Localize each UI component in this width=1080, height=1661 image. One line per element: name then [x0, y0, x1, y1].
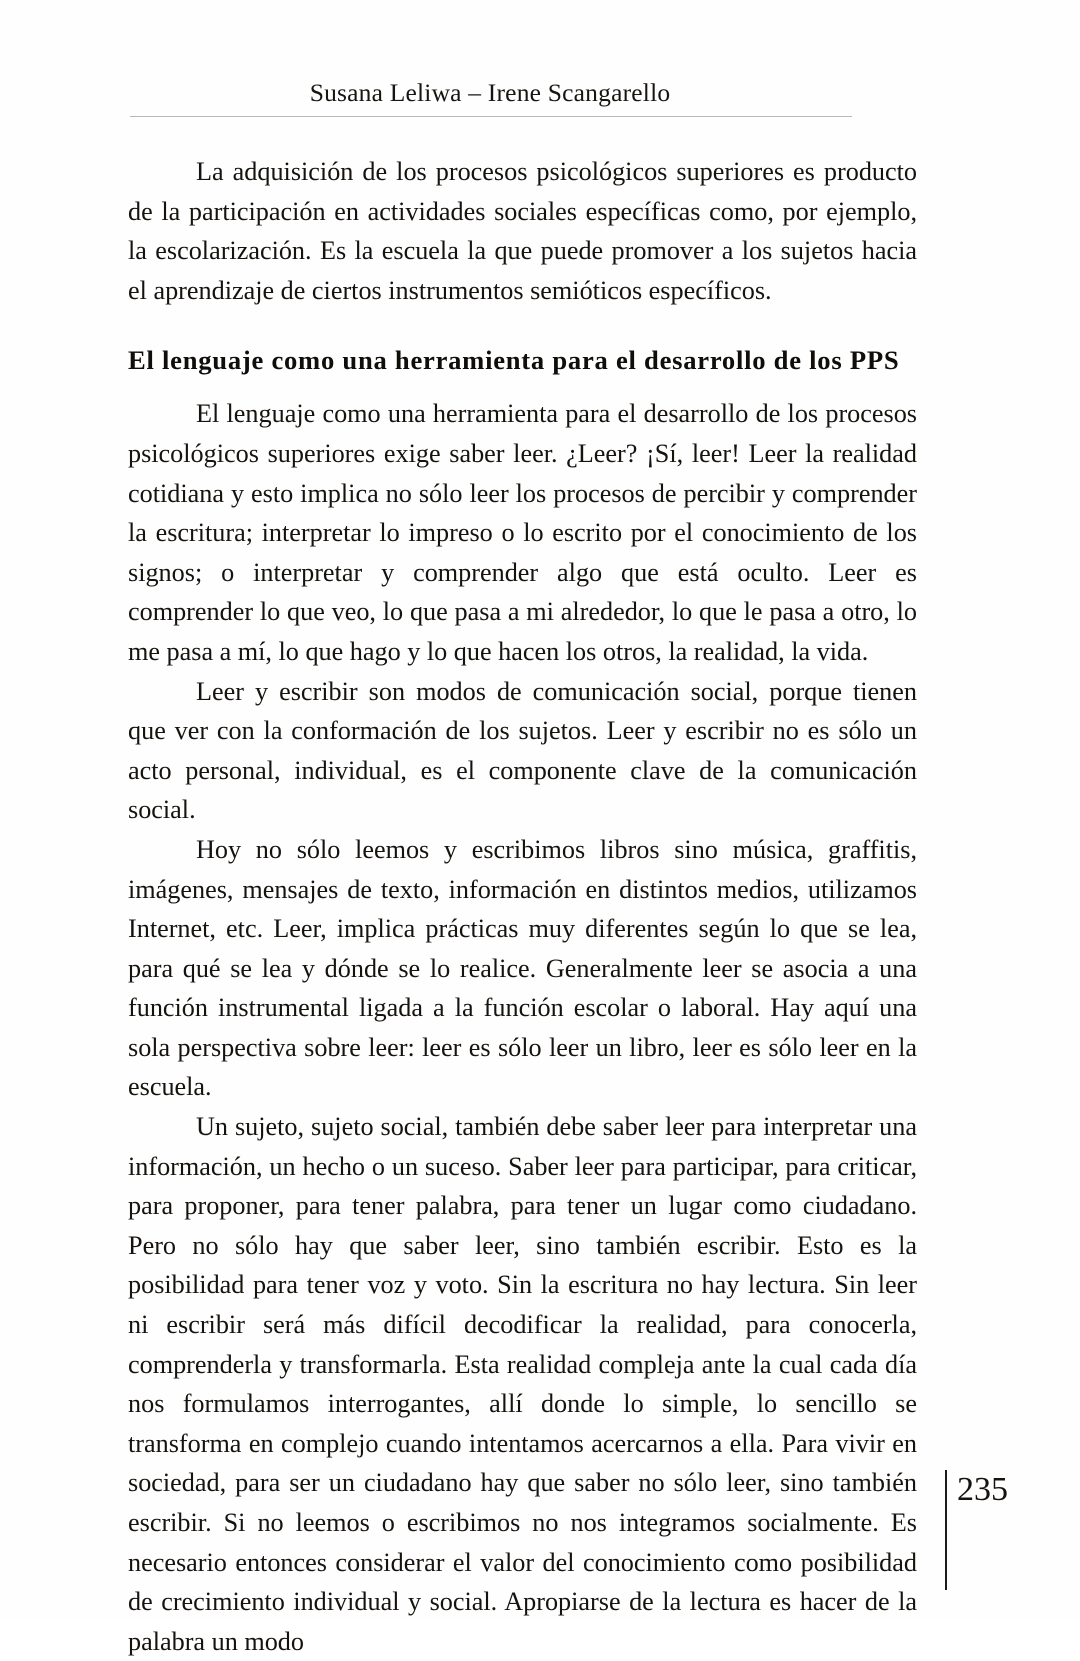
running-header — [130, 78, 850, 108]
paragraph-leer-escribir: Leer y escribir son modos de comunicación social, porque tienen que ver con la conformación de los sujetos. Leer y escribir no es sólo un acto personal, individual, es el componente clave de la comunicación social. — [128, 676, 917, 825]
heading-spacer — [128, 310, 917, 324]
header-divider-rule — [130, 116, 852, 117]
text-column — [128, 152, 917, 1661]
page-number: 235 — [957, 1471, 1008, 1508]
paragraph-lenguaje: El lenguaje como una herramienta para el desarrollo de los procesos psicológicos superiores exige saber leer. ¿Leer? ¡Sí, leer! Leer la realidad cotidiana y esto implica no sólo leer los procesos de percibir y comprender la escritura; interpretar lo impreso o lo escrito por el conocimiento de los signos; o interpretar y comprender algo que está oculto. Leer es comprender lo que veo, lo que pasa a mi alrededor, lo que le pasa a otro, lo me pasa a mí, lo que hago y lo que hacen los otros, la realidad, la vida. — [128, 399, 917, 666]
paragraph-sujeto: Un sujeto, sujeto social, también debe saber leer para interpretar una información, un hecho o un suceso. Saber leer para participar, para criticar, para proponer, para tener palabra, para tener un lugar como ciudadano. Pero no sólo hay que saber leer, sino también escribir. Esto es la posibilidad para tener voz y voto. Sin la escritura no hay lectura. Sin leer ni escribir será más difícil decodificar la realidad, para conocerla, comprenderla y transformarla. Esta realidad compleja ante la cual cada día nos formulamos interrogantes, allí donde lo simple, lo sencillo se transforma en complejo cuando intentamos acercarnos a ella. Para vivir en sociedad, para ser un ciudadano hay que saber no sólo leer, sino también escribir. Si no leemos o escribimos no nos integramos socialmente. Es necesario entonces considerar el valor del conocimiento como posibilidad de crecimiento individual y social. Apropiarse de la lectura es hacer de la palabra un modo — [128, 1112, 917, 1656]
page-folio — [945, 1470, 1008, 1590]
paragraph-hoy: Hoy no sólo leemos y escribimos libros sino música, graffitis, imágenes, mensajes de texto, información en distintos medios, utilizamos Internet, etc. Leer, implica prácticas muy diferentes según lo que se lea, para qué se lea y dónde se lo realice. Generalmente leer se asocia a una función instrumental ligada a la función escolar o laboral. Hay aquí una sola perspectiva sobre leer: leer es sólo leer un libro, leer es sólo leer en la escuela. — [128, 834, 917, 1102]
folio-vertical-rule — [945, 1470, 947, 1590]
running-header-text: Susana Leliwa – Irene Scangarello — [309, 78, 671, 107]
paragraph-adquisicion: La adquisición de los procesos psicológicos superiores es producto de la participación en actividades sociales específicas como, por ejemplo, la escolarización. Es la escuela la que puede promover a los sujetos hacia el aprendizaje de ciertos instrumentos semióticos específicos. — [128, 157, 917, 305]
section-heading-lenguaje-pps: El lenguaje como una herramienta para el desarrollo de los PPS — [128, 345, 900, 376]
